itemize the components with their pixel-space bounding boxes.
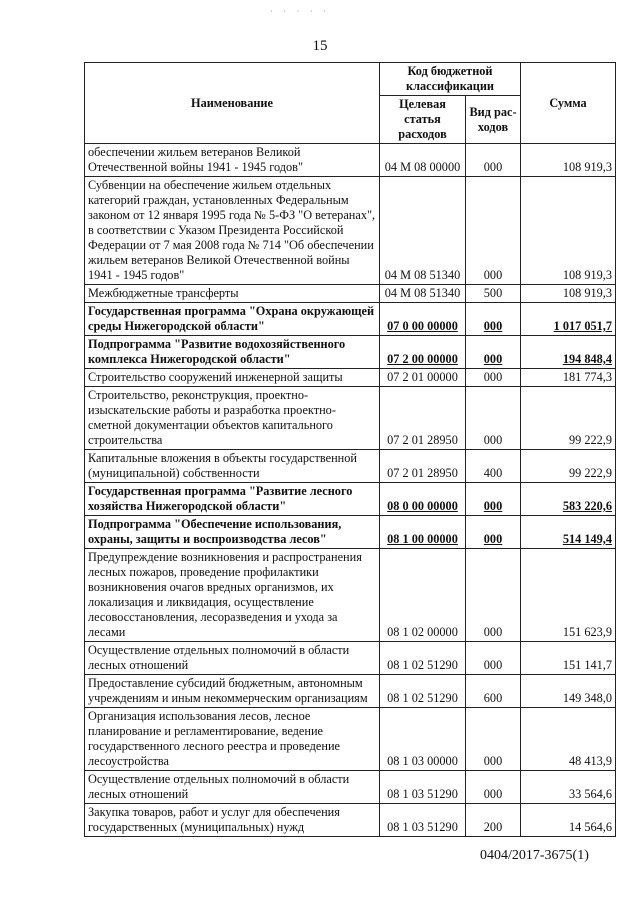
row-name: Закупка товаров, работ и услуг для обеспечения государственных (муниципальных) нужд [85,804,380,837]
row-sum: 1 017 051,7 [521,303,616,336]
row-code: 04 М 08 51340 [380,177,466,285]
row-code: 07 0 00 00000 [380,303,466,336]
row-vid: 000 [466,336,521,369]
row-sum: 108 919,3 [521,144,616,177]
row-code: 07 2 00 00000 [380,336,466,369]
row-name: Строительство, реконструкция, проектно-изыскательские работы и разработка проектно-сметной документации объектов капитального строительства [85,387,380,450]
row-code: 08 1 00 00000 [380,516,466,549]
row-code: 08 1 02 51290 [380,675,466,708]
header-code-group: Код бюджетной классификации [380,63,521,96]
row-vid: 000 [466,387,521,450]
row-sum: 181 774,3 [521,369,616,387]
header-vid: Вид рас-ходов [466,96,521,144]
row-name: Предупреждение возникновения и распространения лесных пожаров, проведение профилактики возникновения очагов вредных организмов, их локализация и ликвидация, осуществление лесовосстановления, лесоразведения и ухода за лесами [85,549,380,642]
row-code: 08 0 00 00000 [380,483,466,516]
table-row [85,804,616,837]
table-row [85,177,616,285]
row-sum: 99 222,9 [521,450,616,483]
table-row [85,675,616,708]
table-row [85,369,616,387]
row-code: 08 1 03 51290 [380,771,466,804]
row-vid: 000 [466,177,521,285]
row-sum: 149 348,0 [521,675,616,708]
row-code: 08 1 03 00000 [380,708,466,771]
header-sum: Сумма [521,63,616,144]
row-name: Государственная программа "Развитие лесного хозяйства Нижегородской области" [85,483,380,516]
row-sum: 33 564,6 [521,771,616,804]
table-row [85,708,616,771]
row-code: 07 2 01 28950 [380,387,466,450]
row-vid: 000 [466,369,521,387]
table-row [85,450,616,483]
row-vid: 400 [466,450,521,483]
row-code: 08 1 02 51290 [380,642,466,675]
table-row [85,336,616,369]
row-name: Капитальные вложения в объекты государственной (муниципальной) собственности [85,450,380,483]
header-name: Наименование [85,63,380,144]
table-row [85,387,616,450]
row-name: Подпрограмма "Развитие водохозяйственного комплекса Нижегородской области" [85,336,380,369]
row-sum: 99 222,9 [521,387,616,450]
row-name: Осуществление отдельных полномочий в области лесных отношений [85,642,380,675]
row-vid: 000 [466,771,521,804]
row-sum: 108 919,3 [521,177,616,285]
row-name: Осуществление отдельных полномочий в области лесных отношений [85,771,380,804]
row-name: Государственная программа "Охрана окружающей среды Нижегородской области" [85,303,380,336]
row-vid: 000 [466,516,521,549]
scan-artifacts: · · · · · [270,6,330,16]
row-code: 07 2 01 28950 [380,450,466,483]
row-name: Организация использования лесов, лесное планирование и регламентирование, ведение государственного лесного реестра и проведение лесоустройства [85,708,380,771]
table-row [85,285,616,303]
row-sum: 583 220,6 [521,483,616,516]
row-code: 04 М 08 51340 [380,285,466,303]
row-vid: 000 [466,549,521,642]
row-code: 08 1 02 00000 [380,549,466,642]
table-row [85,303,616,336]
row-name: Строительство сооружений инженерной защиты [85,369,380,387]
table-row [85,483,616,516]
table-row [85,516,616,549]
page-number: 15 [312,38,328,54]
row-sum: 48 413,9 [521,708,616,771]
row-name: Субвенции на обеспечение жильем отдельных категорий граждан, установленных Федеральным законом от 12 января 1995 года № 5-ФЗ "О ветеранах", в соответствии с Указом Президента Российской Федерации от 7 мая 2008 года № 714 "Об обеспечении жильем ветеранов Великой Отечественной войны 1941 - 1945 годов" [85,177,380,285]
row-name: обеспечении жильем ветеранов Великой Отечественной войны 1941 - 1945 годов" [85,144,380,177]
header-code: Целевая статья расходов [380,96,466,144]
row-vid: 000 [466,642,521,675]
table-row [85,642,616,675]
row-code: 08 1 03 51290 [380,804,466,837]
budget-table [84,62,616,837]
table-row [85,144,616,177]
row-name: Подпрограмма "Обеспечение использования, охраны, защиты и воспроизводства лесов" [85,516,380,549]
row-name: Предоставление субсидий бюджетным, автономным учреждениям и иным некоммерческим организациям [85,675,380,708]
row-vid: 200 [466,804,521,837]
document-code: 0404/2017-3675(1) [480,848,589,863]
row-sum: 151 623,9 [521,549,616,642]
row-vid: 000 [466,303,521,336]
row-sum: 151 141,7 [521,642,616,675]
table-row [85,771,616,804]
row-vid: 000 [466,483,521,516]
row-sum: 108 919,3 [521,285,616,303]
row-sum: 14 564,6 [521,804,616,837]
row-vid: 600 [466,675,521,708]
row-name: Межбюджетные трансферты [85,285,380,303]
row-vid: 500 [466,285,521,303]
row-vid: 000 [466,708,521,771]
row-sum: 194 848,4 [521,336,616,369]
table-row [85,549,616,642]
row-vid: 000 [466,144,521,177]
row-code: 04 М 08 00000 [380,144,466,177]
row-sum: 514 149,4 [521,516,616,549]
row-code: 07 2 01 00000 [380,369,466,387]
